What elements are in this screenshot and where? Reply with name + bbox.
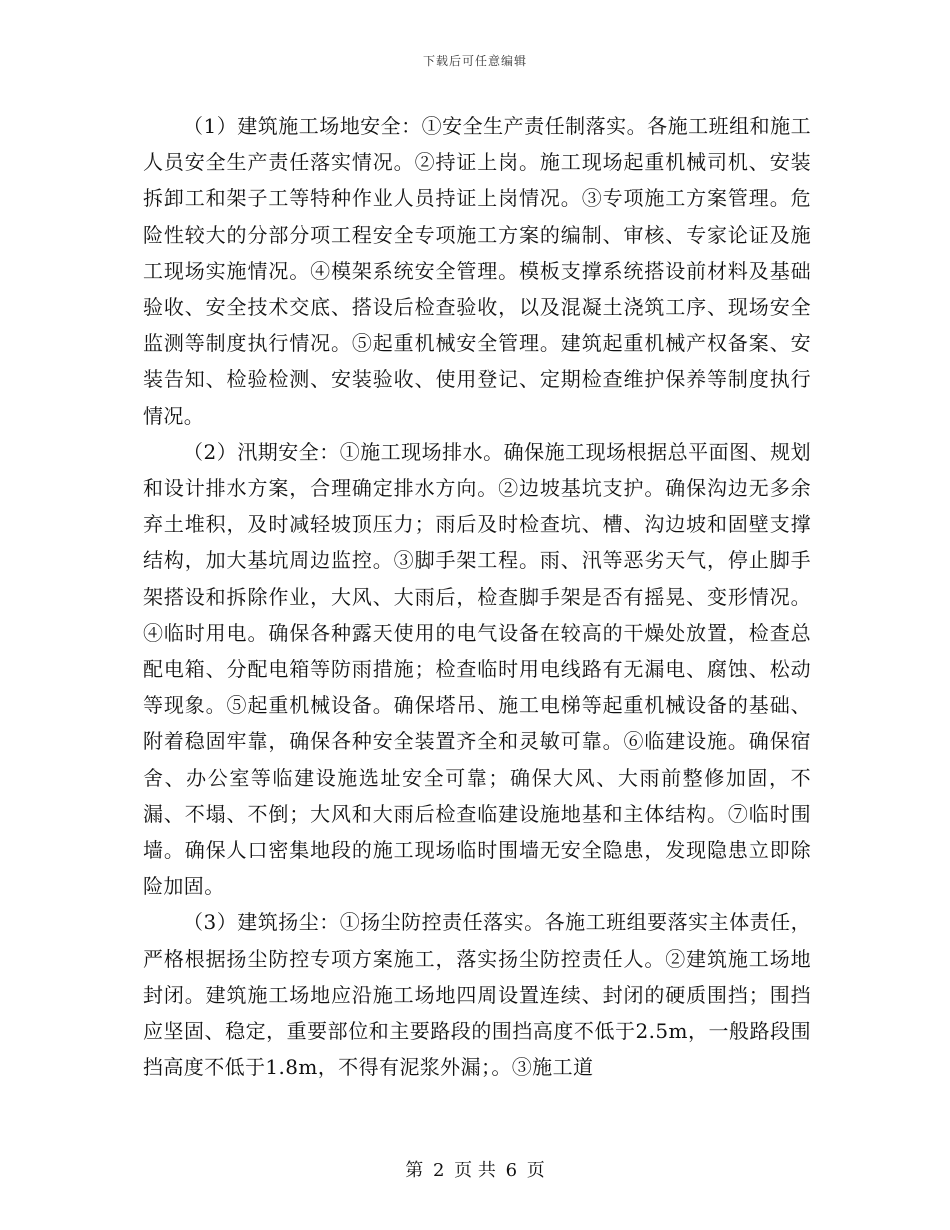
footer-middle: 页 共 — [454, 1160, 496, 1181]
paragraph-construction-dust: （3）建筑扬尘：①扬尘防控责任落实。各施工班组要落实主体责任，严格根据扬尘防控专项方案施工，落实扬尘防控责任人。②建筑施工场地封闭。建筑施工场地应沿施工场地四周设置连续、封闭的硬质围挡；围挡应坚固、稳定，重要部位和主要路段的围挡高度不低于2.5m，一般路段围挡高度不低于1.8m，不得有泥浆外漏；。③施工道 — [143, 910, 811, 1080]
footer-prefix: 第 — [405, 1160, 424, 1181]
footer-total-pages: 6 — [505, 1160, 518, 1181]
paragraph-flood-season-safety: （2）汛期安全：①施工现场排水。确保施工现场根据总平面图、规划和设计排水方案，合理确定排水方向。②边坡基坑支护。确保沟边无多余弃土堆积，及时减轻坡顶压力；雨后及时检查坑、槽、沟边坡和固壁支撑结构，加大基坑周边监控。③脚手架工程。雨、汛等恶劣天气，停止脚手架搭设和拆除作业，大风、大雨后，检查脚手架是否有摇晃、变形情况。④临时用电。确保各种露天使用的电气设备在较高的干燥处放置，检查总配电箱、分配电箱等防雨措施；检查临时用电线路有无漏电、腐蚀、松动等现象。⑤起重机械设备。确保塔吊、施工电梯等起重机械设备的基础、附着稳固牢靠，确保各种安全装置齐全和灵敏可靠。⑥临建设施。确保宿舍、办公室等临建设施选址安全可靠；确保大风、大雨前整修加固，不漏、不塌、不倒；大风和大雨后检查临建设施地基和主体结构。⑦临时围墙。确保人口密集地段的施工现场临时围墙无安全隐患，发现隐患立即除险加固。 — [143, 439, 811, 899]
footer-suffix: 页 — [526, 1160, 545, 1181]
document-body — [143, 108, 811, 1085]
footer-current-page: 2 — [432, 1160, 445, 1181]
header-note: 下载后可任意编辑 — [422, 54, 527, 68]
page-header — [0, 52, 950, 69]
paragraph-construction-site-safety: （1）建筑施工场地安全：①安全生产责任制落实。各施工班组和施工人员安全生产责任落实情况。②持证上岗。施工现场起重机械司机、安装拆卸工和架子工等特种作业人员持证上岗情况。③专项施工方案管理。危险性较大的分部分项工程安全专项施工方案的编制、审核、专家论证及施工现场实施情况。④模架系统安全管理。模板支撑系统搭设前材料及基础验收、安全技术交底、搭设后检查验收，以及混凝土浇筑工序、现场安全监测等制度执行情况。⑤起重机械安全管理。建筑起重机械产权备案、安装告知、检验检测、安装验收、使用登记、定期检查维护保养等制度执行情况。 — [143, 114, 811, 428]
page-footer — [0, 1156, 950, 1182]
